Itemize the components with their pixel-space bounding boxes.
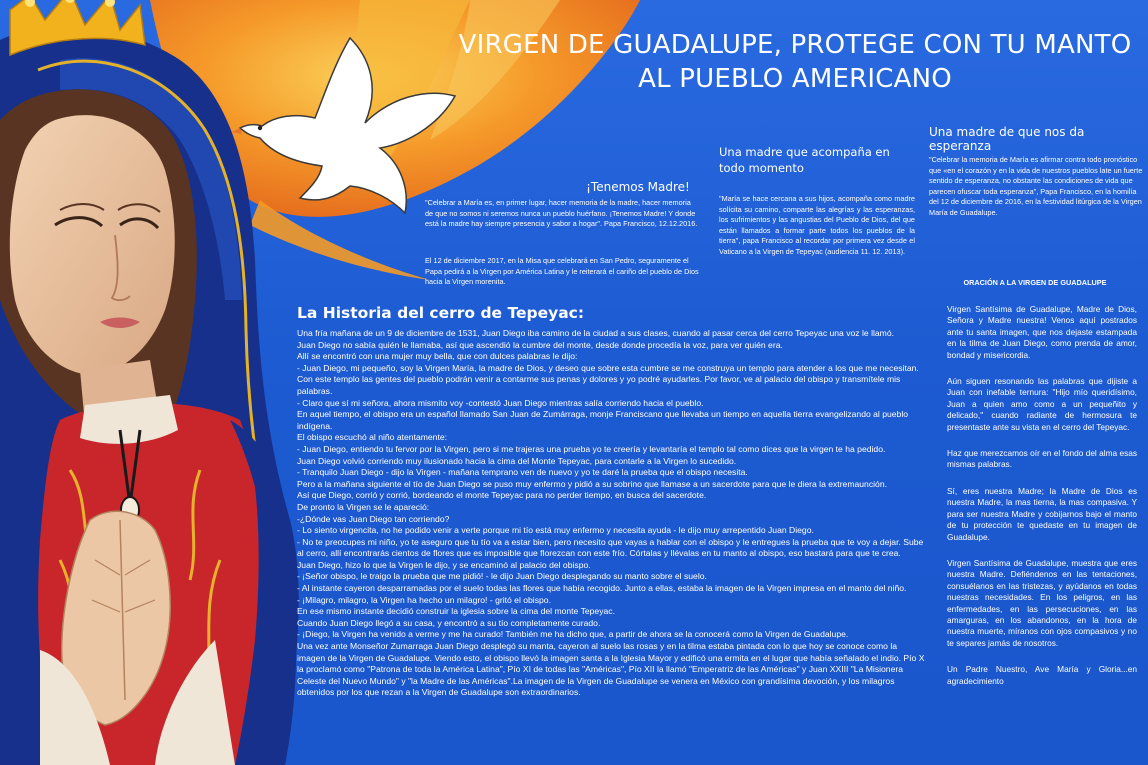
historia-line: - Lo siento virgencita, no he podido venir a verte porque mi tío está muy enfermo y necesita ayuda - le dijo muy arrepentido Juan Diego.: [297, 525, 814, 536]
section-heading: ORACIÓN A LA VIRGEN DE GUADALUPE: [963, 278, 1107, 287]
historia-line: - ¡Milagro, milagro, la Virgen ha hecho un milagro! - gritó el obispo.: [297, 594, 551, 605]
oracion-paragraph: Virgen Santísima de Guadalupe, Madre de Dios, Señora y Madre nuestra! Venos aquí postrados ante tu santa imagen, que nos dejaste estampada en la tilma de Juan Diego, como prenda de amor, bondad y misericordia.: [947, 304, 1137, 360]
section-paragraph: "Celebrar a María es, en primer lugar, hacer memoria de la madre, hacer memoria de que no somos ni seremos nunca un pueblo huérfano. ¡Tenemos Madre! Y donde está la madre hay siempre presencia y sabor a hogar". Papa Francisco, 12.12.2016.: [425, 198, 698, 228]
historia-line: - Al instante cayeron desparramadas por el suelo todas las flores que había recogido. Junto a ellas, estaba la imagen de la Virgen impresa en el manto del niño.: [297, 583, 907, 594]
historia-line: En ese mismo instante decidió construir la iglesia sobre la cima del monte Tepeyac.: [297, 606, 615, 617]
historia-line: Así que Diego, corrió y corrió, bordeando el monte Tepeyac para no perder tiempo, en busca del sacerdote.: [297, 490, 707, 501]
page-title: [430, 28, 1148, 96]
title-line-1: VIRGEN DE GUADALUPE, PROTEGE CON TU MANTO: [458, 30, 1132, 60]
historia-line: -¿Dónde vas Juan Diego tan corriendo?: [297, 513, 450, 524]
historia-line: Juan Diego no sabía quién le llamaba, así que ascendió la cumbre del monte, desde donde procedía la voz, para ver quién era.: [297, 339, 783, 350]
historia-line: Pero a la mañana siguiente el tío de Juan Diego se puso muy enfermo y pidió a su sobrino que llamase a un sacerdote para que le diera la extremaunción.: [297, 478, 887, 489]
historia-line: - ¡Señor obispo, le traigo la prueba que me pidió! - le dijo Juan Diego desplegando su manto sobre el suelo.: [297, 571, 707, 582]
historia-line: - Tranquilo Juan Diego - dijo la Virgen - mañana temprano ven de nuevo y yo te daré la prueba que el obispo necesita.: [297, 467, 748, 478]
section-paragraph: "Celebrar la memoria de María es afirmar contra todo pronóstico que «en el corazón y en la vida de nuestros pueblos late un fuerte sentido de esperanza, no obstante las condiciones de vida que parecen ofuscar toda esperanza", Papa Francisco, en la homilía del 12 de diciembre de 2016, en la festividad litúrgica de la Virgen María de Guadalupe.: [929, 155, 1143, 217]
historia-line: - Juan Diego, mi pequeño, soy la Virgen María, la madre de Dios, y deseo que sobre esta cumbre se me construya un templo para atender a los que me necesitan. Con este templo las gentes del pueblo podrán venir a contarme sus penas y dolores y yo podré ayudarles. Por favor, ve al palacio del obispo y transmítele mis palabras.: [297, 362, 919, 396]
historia-line: Allí se encontró con una mujer muy bella, que con dulces palabras le dijo:: [297, 351, 578, 362]
section-heading: Una madre de que nos da esperanza: [929, 125, 1085, 153]
oracion-paragraph: Un Padre Nuestro, Ave María y Gloria...en agradecimiento: [947, 664, 1137, 686]
oracion-body: [947, 304, 1137, 702]
historia-line: - No te preocupes mi niño, yo te aseguro que tu tío va a estar bien, pero necesito que vayas a hablar con el obispo y le entregues la prueba que te voy a dejar. Sube al cerro, allí encontrarás cientos de flores que es imposible que florezcan con este frío. Córtalas y llévalas en tu manto al obispo, eso bastará para que te crea.: [297, 536, 924, 559]
historia-line: En aquel tiempo, el obispo era un español llamado San Juan de Zumárraga, monje Franciscano que llevaba un tiempo en aquella tierra evangelizando al pueblo indígena.: [297, 409, 909, 431]
historia-line: - Claro que sí mi señora, ahora mismito voy -contestó Juan Diego mientras salía corriendo hacia el pueblo.: [297, 397, 704, 408]
historia-line: De pronto la Virgen se le apareció:: [297, 501, 430, 512]
section-heading: ¡Tenemos Madre!: [586, 180, 690, 194]
oracion-paragraph: Aún siguen resonando las palabras que dijiste a Juan con inefable ternura: "Hijo mío queridísimo, Juan a quien amo como a un pequeñito y delicado," cuando radiante de hermosura te presentaste ante su vista en el cerro del Tepeyac.: [947, 376, 1137, 432]
oracion-paragraph: Haz que merezcamos oír en el fondo del alma esas mismas palabras.: [947, 448, 1137, 470]
historia-line: El obispo escuchó al niño atentamente:: [297, 432, 448, 443]
historia-line: - Juan Diego, entiendo tu fervor por la Virgen, pero si me trajeras una prueba yo te creería y levantaría el templo tal como dices que la virgen te ha pedido.: [297, 443, 886, 454]
oracion-paragraph: Virgen Santísima de Guadalupe, muestra que eres nuestra Madre. Defiéndenos en las tentaciones, consuélanos en las tristezas, y ayúdanos en todas nuestras necesidades. En los peligros, en las enfermedades, en las persecuciones, en las amarguras, en los abandonos, en la hora de nuestra muerte, míranos con ojos compasivos y no te separes jamás de nosotros.: [947, 557, 1137, 648]
historia-line: Juan Diego volvió corriendo muy ilusionado hacia la cima del Monte Tepeyac, para contarle a la Virgen lo sucedido.: [297, 455, 737, 466]
historia-line: Juan Diego, hizo lo que la Virgen le dijo, y se encaminó al palacio del obispo.: [297, 559, 591, 570]
historia-line: Una fría mañana de un 9 de diciembre de 1531, Juan Diego iba camino de la ciudad a sus clases, cuando al pasar cerca del cerro Tepeyac una voz le llamó.: [297, 328, 894, 338]
oracion-paragraph: Sí, eres nuestra Madre; la Madre de Dios es nuestra Madre, la mas tierna, la mas compasiva. Y para ser nuestra Madre y cobijarnos bajo el manto de tu protección te quedaste en tu imagen de Guadalupe.: [947, 485, 1137, 542]
historia-body: [297, 328, 925, 699]
historia-line: Cuando Juan Diego llegó a su casa, y encontró a su tío completamente curado.: [297, 617, 601, 628]
section-paragraph: El 12 de diciembre 2017, en la Misa que celebrará en San Pedro, seguramente el Papa pedirá a la Virgen por América Latina y le reiterará el cariño del pueblo de Dios hacia la Virgen morenita.: [425, 256, 699, 286]
historia-line: - ¡Diego, la Virgen ha venido a verme y me ha curado! También me ha dicho que, a partir de ahora se la conocerá como la Virgen de Guadalupe.: [297, 629, 849, 640]
section-paragraph: "María se hace cercana a sus hijos, acompaña como madre solícita su camino, comparte las alegrías y las esperanzas, los sufrimientos y las angustias del Pueblo de Dios, del que están llamados a formar parte todos los pueblos de la tierra", papa Francisco al recordar por primera vez desde el Vaticano a la Virgen de Tepeyac (audiencia 11. 12. 2013).: [719, 194, 915, 256]
section-heading: La Historia del cerro de Tepeyac:: [297, 304, 585, 322]
section-heading: Una madre que acompaña en todo momento: [719, 145, 890, 175]
title-line-2: AL PUEBLO AMERICANO: [638, 64, 952, 94]
historia-line: Una vez ante Monseñor Zumarraga Juan Diego desplegó su manta, cayeron al suelo las rosas y en la tilma estaba pintada con lo que hoy se conoce como la imagen de la Virgen de Guadalupe. Viendo esto, el obispo llevó la imagen santa a la Iglesia Mayor y edificó una ermita en el lugar que había señalado el indio. Pío X la proclamó como "Patrona de toda la América Latina", Pío XI de todas las "Américas", Pío XII la llamó "Emperatriz de las Américas" y Juan XXIII "La Misionera Celeste del Nuevo Mundo" y "la Madre de las Américas".La imagen de la Virgen de Guadalupe se venera en México con grandísima devoción, y los milagros obtenidos por los que rezan a la Virgen de Guadalupe son extraordinarios.: [297, 641, 925, 698]
